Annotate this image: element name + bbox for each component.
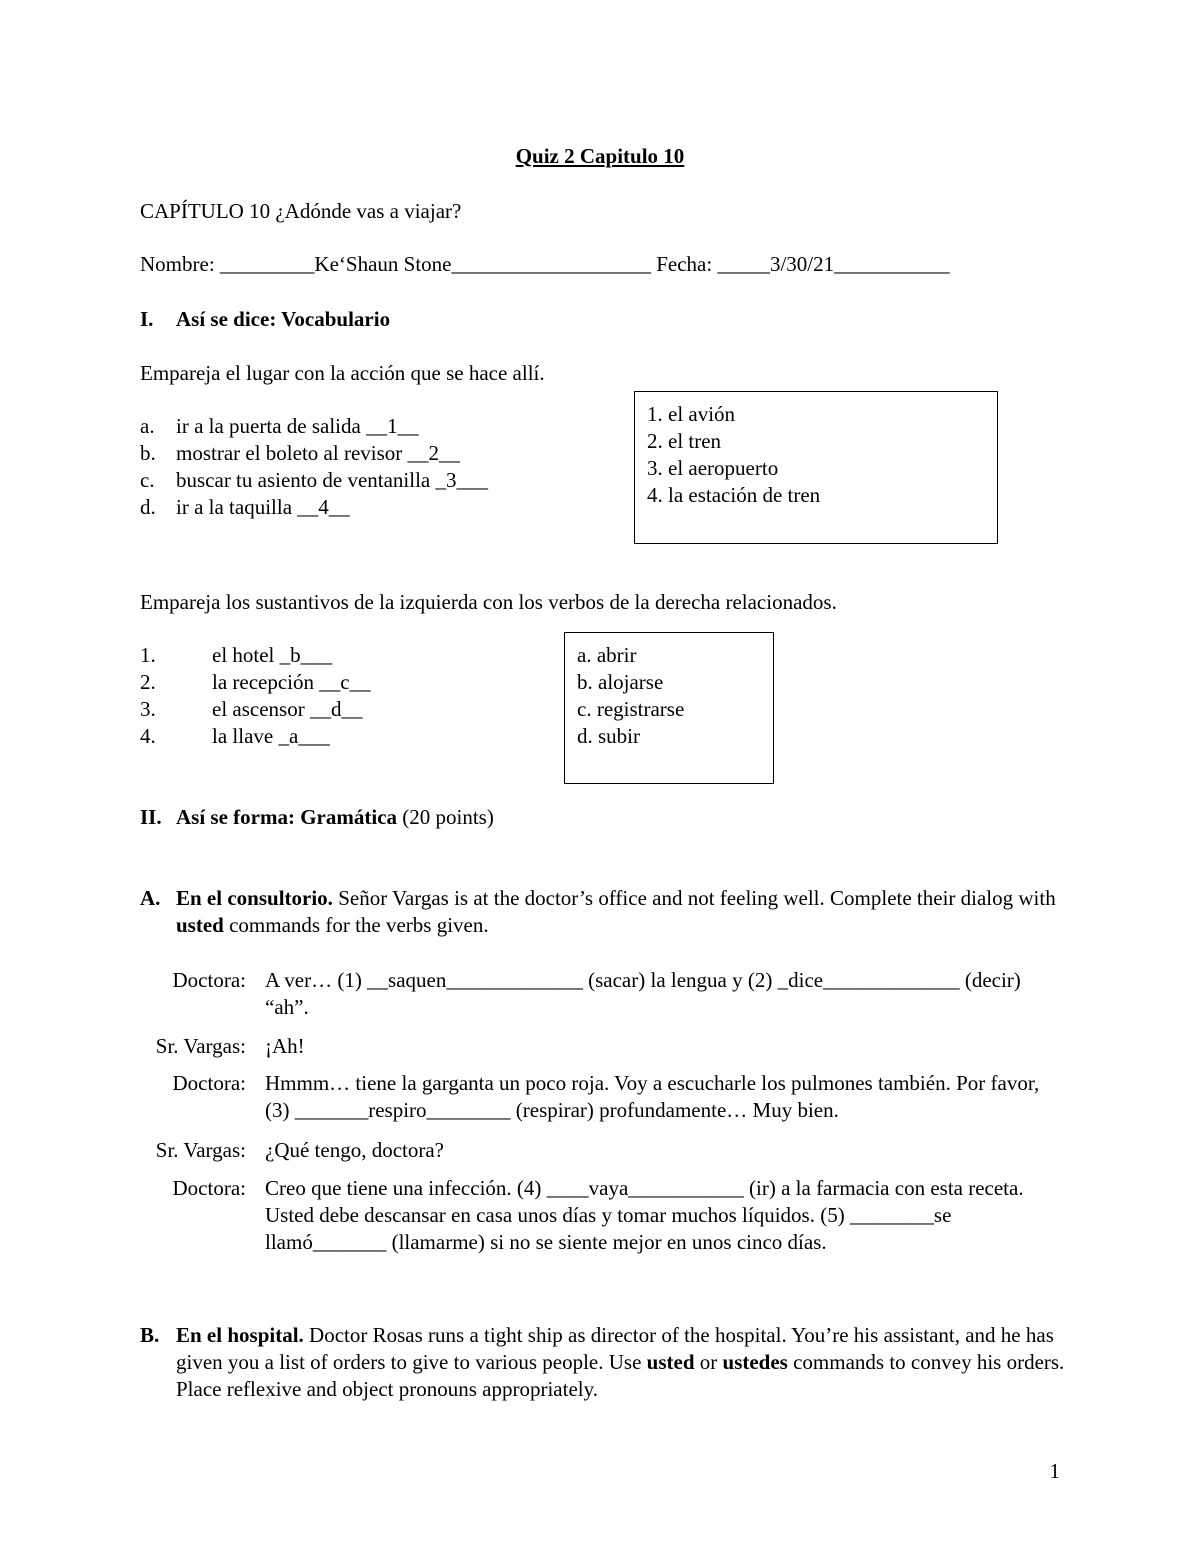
section-1-number: I. bbox=[140, 307, 154, 331]
option-item: 1. el avión bbox=[647, 402, 736, 426]
part2-options-box bbox=[564, 632, 774, 784]
option-item: 2. el tren bbox=[647, 429, 722, 453]
part-a-intro: En el consultorio. Señor Vargas is at the doctor’s office and not feeling well. Complete their dialog with usted commands for the verbs given. bbox=[176, 886, 1056, 937]
page-title: Quiz 2 Capitulo 10 bbox=[515, 144, 685, 168]
option-item: 4. la estación de tren bbox=[647, 483, 821, 507]
date-value: _____3/30/21___________ bbox=[717, 252, 950, 276]
option-item: c. registrarse bbox=[577, 697, 685, 721]
list-item: ir a la puerta de salida __1__ bbox=[176, 414, 419, 438]
part1-instruction: Empareja el lugar con la acción que se hace allí. bbox=[140, 361, 545, 385]
dialog-line: ¿Qué tengo, doctora? bbox=[265, 1138, 445, 1162]
option-item: 3. el aeropuerto bbox=[647, 456, 779, 480]
option-item: b. alojarse bbox=[577, 670, 664, 694]
option-item: a. abrir bbox=[577, 643, 637, 667]
list-item: ir a la taquilla __4__ bbox=[176, 495, 350, 519]
list-item-number: 4. bbox=[140, 724, 156, 748]
list-item: la recepción __c__ bbox=[212, 670, 371, 694]
list-item: la llave _a___ bbox=[212, 724, 330, 748]
list-item-number: 2. bbox=[140, 670, 156, 694]
list-item: buscar tu asiento de ventanilla _3___ bbox=[176, 468, 488, 492]
dialog-line: Creo que tiene una infección. (4) ____vaya___________ (ir) a la farmacia con esta receta. Usted debe descansar en casa unos días y tomar muchos líquidos. (5) ________se llamó_______ (llamarme) si no se siente mejor en unos cinco días. bbox=[265, 1176, 1024, 1254]
name-date-line bbox=[140, 251, 950, 278]
list-item-number: 3. bbox=[140, 697, 156, 721]
page-number: 1 bbox=[1049, 1459, 1060, 1483]
section-1-heading: Así se dice: Vocabulario bbox=[176, 307, 391, 331]
list-item-number: 1. bbox=[140, 643, 156, 667]
list-item: el ascensor __d__ bbox=[212, 697, 363, 721]
part-b-letter: B. bbox=[140, 1323, 160, 1347]
part-b-intro: En el hospital. Doctor Rosas runs a tight ship as director of the hospital. You’re his assistant, and he has given you a list of orders to give to various people. Use usted or ustedes commands to convey his orders. Place reflexive and object pronouns appropriately. bbox=[176, 1323, 1065, 1401]
list-item-letter: c. bbox=[140, 468, 155, 492]
dialog-speaker: Doctora: bbox=[172, 1071, 246, 1095]
part2-instruction: Empareja los sustantivos de la izquierda con los verbos de la derecha relacionados. bbox=[140, 590, 837, 614]
list-item: el hotel _b___ bbox=[212, 643, 333, 667]
chapter-heading: CAPÍTULO 10 ¿Adónde vas a viajar? bbox=[140, 199, 462, 223]
part-a-letter: A. bbox=[140, 886, 161, 910]
part1-options-box bbox=[634, 391, 998, 544]
dialog-speaker: Doctora: bbox=[172, 1176, 246, 1200]
dialog-speaker: Doctora: bbox=[172, 968, 246, 992]
section-2-number: II. bbox=[140, 805, 162, 829]
name-label: Nombre: bbox=[140, 252, 220, 276]
list-item-letter: b. bbox=[140, 441, 156, 465]
list-item-letter: d. bbox=[140, 495, 156, 519]
option-item: d. subir bbox=[577, 724, 640, 748]
dialog-speaker: Sr. Vargas: bbox=[155, 1034, 246, 1058]
dialog-line: Hmmm… tiene la garganta un poco roja. Voy a escucharle los pulmones también. Por favor, (3) _______respiro________ (respirar) profundamente… Muy bien. bbox=[265, 1071, 1040, 1122]
dialog-speaker: Sr. Vargas: bbox=[155, 1138, 246, 1162]
list-item-letter: a. bbox=[140, 414, 155, 438]
section-2-heading: Así se forma: Gramática (20 points) bbox=[176, 805, 494, 829]
dialog-line: A ver… (1) __saquen_____________ (sacar) la lengua y (2) _dice_____________ (decir) “ah”. bbox=[265, 968, 1021, 1019]
name-value: _________Ke‘Shaun Stone___________________ bbox=[219, 252, 651, 276]
dialog-line: ¡Ah! bbox=[265, 1034, 305, 1058]
list-item: mostrar el boleto al revisor __2__ bbox=[176, 441, 461, 465]
date-label: Fecha: bbox=[650, 252, 718, 276]
